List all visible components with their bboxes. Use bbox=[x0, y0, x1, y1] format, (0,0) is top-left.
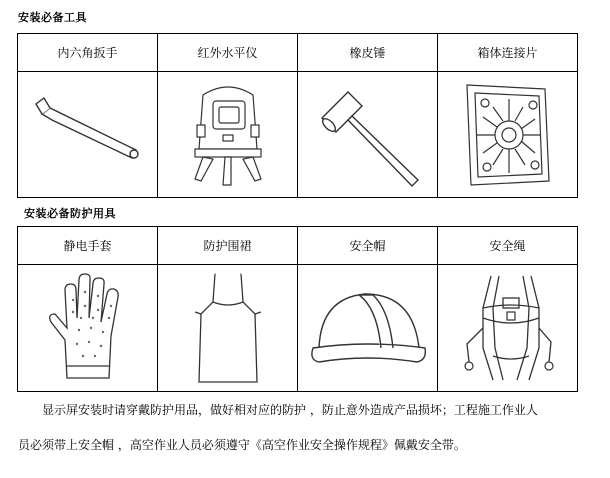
protective-apron-icon bbox=[193, 268, 263, 388]
tool-image-cell bbox=[298, 72, 438, 198]
tool-image-cell bbox=[438, 72, 578, 198]
protective-gear-table bbox=[17, 226, 578, 392]
cabinet-connector-plate-icon bbox=[453, 77, 563, 193]
safety-harness-icon bbox=[453, 268, 563, 388]
gear-label-hard-hat: 安全帽 bbox=[298, 227, 438, 265]
tool-label-hex-key: 内六角扳手 bbox=[18, 34, 158, 72]
tool-label-rubber-mallet: 橡皮锤 bbox=[298, 34, 438, 72]
hard-hat-icon bbox=[303, 278, 433, 378]
laser-level-icon bbox=[173, 75, 283, 195]
gear-label-protective-apron: 防护围裙 bbox=[158, 227, 298, 265]
gear-image-cell bbox=[18, 265, 158, 392]
safety-note-line-2: 员必须带上安全帽 ，高空作业人员必须遵守《高空作业安全操作规程》佩戴安全带。 bbox=[18, 438, 466, 452]
gear-label-safety-harness: 安全绳 bbox=[438, 227, 578, 265]
antistatic-glove-icon bbox=[43, 270, 133, 386]
tool-label-laser-level: 红外水平仪 bbox=[158, 34, 298, 72]
rubber-mallet-icon bbox=[308, 80, 428, 190]
tool-image-cell bbox=[18, 72, 158, 198]
gear-label-antistatic-glove: 静电手套 bbox=[18, 227, 158, 265]
hex-key-icon bbox=[28, 80, 148, 190]
tool-image-cell bbox=[158, 72, 298, 198]
tool-label-connector-plate: 箱体连接片 bbox=[438, 34, 578, 72]
gear-image-cell bbox=[298, 265, 438, 392]
gear-image-cell bbox=[158, 265, 298, 392]
section-title-protective-gear: 安装必备防护用具 bbox=[24, 207, 116, 220]
section-title-tools: 安装必备工具 bbox=[18, 11, 87, 24]
tools-table bbox=[17, 33, 578, 198]
gear-image-cell bbox=[438, 265, 578, 392]
safety-note-line-1: 显示屏安装时请穿戴防护用品，做好相对应的防护 ，防止意外造成产品损坏；工程施工作业人 bbox=[42, 403, 538, 417]
